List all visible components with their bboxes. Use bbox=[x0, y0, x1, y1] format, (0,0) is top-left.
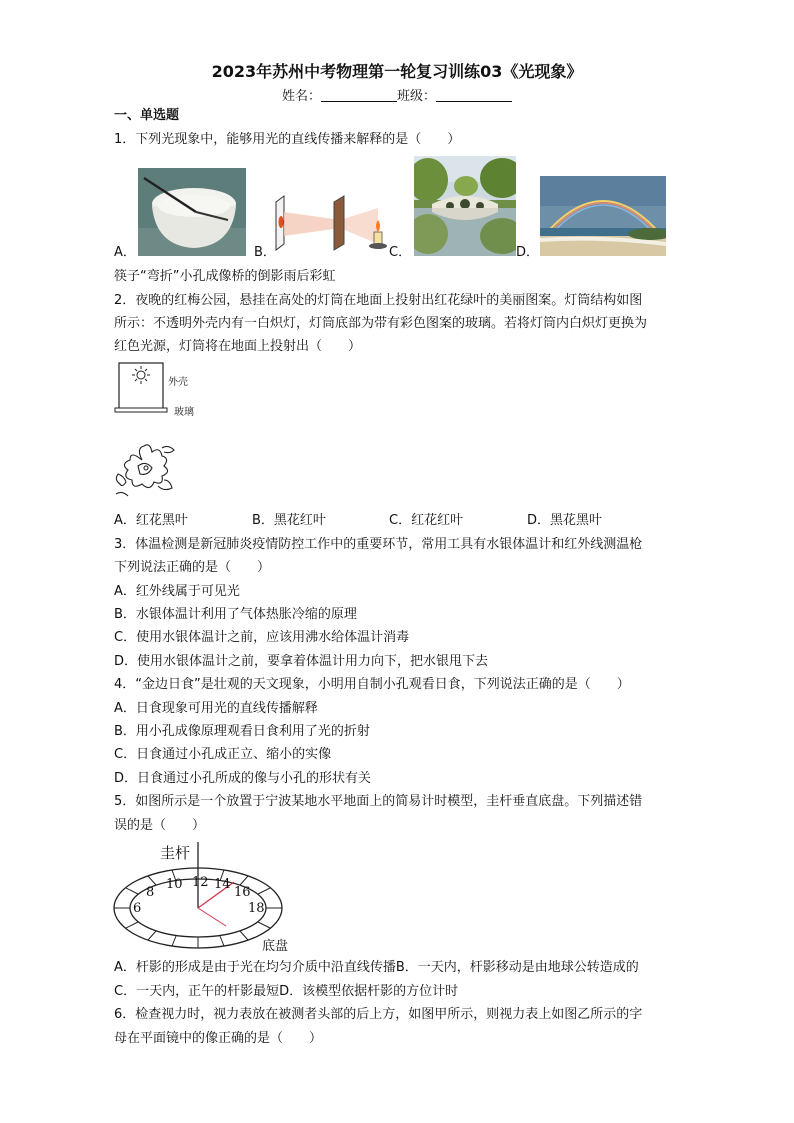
q2-stem-line3: 红色光源，灯筒将在地面上投射出（ ） bbox=[114, 339, 362, 354]
q2-option-b: B．黑花红叶 bbox=[252, 513, 326, 528]
page-title: 2023年苏州中考物理第一轮复习训练03《光现象》 bbox=[211, 62, 583, 81]
class-blank[interactable] bbox=[436, 89, 512, 102]
q4-option-a: A．日食现象可用光的直线传播解释 bbox=[114, 701, 318, 716]
q1-captions: 筷子“弯折”小孔成像桥的倒影雨后彩虹 bbox=[114, 269, 336, 284]
q1-stem: 1．下列光现象中，能够用光的直线传播来解释的是（ ） bbox=[114, 132, 461, 147]
student-info-line bbox=[0, 89, 794, 103]
chopsticks-bowl-image bbox=[138, 168, 246, 256]
hour-14: 14 bbox=[214, 877, 231, 892]
name-label: 姓名： bbox=[281, 89, 321, 104]
hour-10: 10 bbox=[166, 877, 183, 892]
q6-stem-line2: 母在平面镜中的像正确的是（ ） bbox=[114, 1031, 323, 1046]
q2-stem-line2: 所示：不透明外壳内有一白炽灯，灯筒底部为带有彩色图案的玻璃。若将灯筒内白炽灯更换为 bbox=[114, 316, 648, 331]
q3-stem-line1: 3．体温检测是新冠肺炎疫情防控工作中的重要环节，常用工具有水银体温计和红外线测温枪 bbox=[114, 537, 643, 552]
bridge-reflection-image bbox=[414, 156, 516, 256]
name-blank[interactable] bbox=[321, 89, 397, 102]
lantern-diagram bbox=[114, 360, 172, 416]
hour-8: 8 bbox=[146, 885, 155, 900]
q1-label-c: C． bbox=[389, 245, 412, 260]
hour-12: 12 bbox=[192, 875, 209, 890]
q1-label-a: A． bbox=[114, 245, 136, 260]
sundial-diagram bbox=[108, 838, 308, 954]
class-label: 班级： bbox=[397, 89, 437, 104]
q4-option-d: D．日食通过小孔所成的像与小孔的形状有关 bbox=[114, 771, 372, 786]
q2-option-c: C．红花红叶 bbox=[389, 513, 464, 528]
q6-stem-line1: 6．检查视力时，视力表放在被测者头部的后上方，如图甲所示，则视力表上如图乙所示的字 bbox=[114, 1007, 643, 1022]
q4-stem: 4．“金边日食”是壮观的天文现象，小明用自制小孔观看日食，下列说法正确的是（ ） bbox=[114, 677, 630, 692]
q5-stem-line1: 5．如图所示是一个放置于宁波某地水平地面上的简易计时模型，圭杆垂直底盘。下列描述错 bbox=[114, 794, 643, 809]
hour-16: 16 bbox=[234, 885, 251, 900]
shell-label: 外壳 bbox=[168, 377, 188, 388]
q5-options-cd: C．一天内，正午的杆影最短D．该模型依据杆影的方位计时 bbox=[114, 984, 459, 999]
q4-option-b: B．用小孔成像原理观看日食利用了光的折射 bbox=[114, 724, 370, 739]
q3-option-a: A．红外线属于可见光 bbox=[114, 584, 240, 599]
q3-stem-line2: 下列说法正确的是（ ） bbox=[114, 560, 271, 575]
pole-label: 圭杆 bbox=[160, 844, 191, 862]
q5-stem-line2: 误的是（ ） bbox=[114, 818, 206, 833]
q4-option-c: C．日食通过小孔成正立、缩小的实像 bbox=[114, 747, 332, 762]
base-label: 底盘 bbox=[262, 939, 289, 954]
q5-options-ab: A．杆影的形成是由于光在均匀介质中沿直线传播B．一天内，杆影移动是由地球公转造成的 bbox=[114, 960, 639, 975]
pinhole-camera-image bbox=[270, 182, 392, 254]
flower-pattern-image bbox=[112, 440, 178, 502]
q2-option-d: D．黑花黑叶 bbox=[527, 513, 603, 528]
q3-option-d: D．使用水银体温计之前，要拿着体温计用力向下，把水银甩下去 bbox=[114, 654, 489, 669]
q2-option-a: A．红花黑叶 bbox=[114, 513, 188, 528]
q3-option-b: B．水银体温计利用了气体热胀冷缩的原理 bbox=[114, 607, 357, 622]
section-title: 一、单选题 bbox=[114, 108, 180, 123]
rainbow-image bbox=[540, 176, 666, 256]
glass-label: 玻璃 bbox=[174, 407, 194, 418]
hour-18: 18 bbox=[248, 901, 265, 916]
hour-6: 6 bbox=[133, 901, 142, 916]
q1-label-b: B． bbox=[254, 245, 276, 260]
q3-option-c: C．使用水银体温计之前，应该用沸水给体温计消毒 bbox=[114, 630, 410, 645]
q2-stem-line1: 2．夜晚的红梅公园，悬挂在高处的灯筒在地面上投射出红花绿叶的美丽图案。灯筒结构如图 bbox=[114, 293, 643, 308]
q1-label-d: D． bbox=[516, 245, 540, 260]
